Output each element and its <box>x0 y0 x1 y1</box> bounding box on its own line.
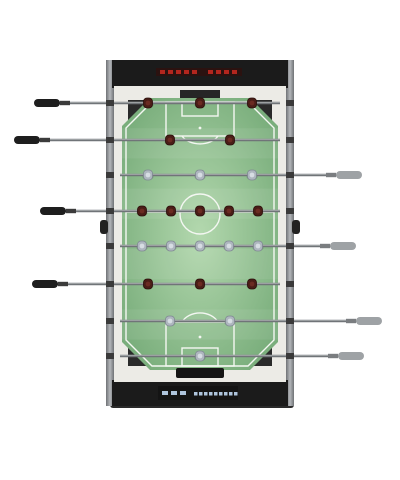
top-goal-mouth <box>180 90 220 98</box>
score-segment <box>224 70 229 74</box>
player-head <box>228 138 233 143</box>
rod-handle[interactable] <box>40 207 66 215</box>
rod-bearing <box>286 172 294 178</box>
bottom-penalty-spot <box>199 336 202 339</box>
player-head <box>169 244 174 249</box>
player-head <box>168 138 173 143</box>
player-head <box>168 319 173 324</box>
score-segment <box>232 70 237 74</box>
score-segment <box>192 70 197 74</box>
handle-collar <box>58 282 68 286</box>
player-head <box>198 354 203 359</box>
grass-stripe <box>122 309 278 339</box>
score-segment <box>204 392 208 396</box>
rod-handle[interactable] <box>34 99 60 107</box>
score-segment <box>199 392 203 396</box>
handle-collar <box>40 138 50 142</box>
rod-handle[interactable] <box>330 242 356 250</box>
rod-bearing <box>106 353 114 359</box>
rod-bearing <box>286 353 294 359</box>
score-segment <box>229 392 233 396</box>
score-segment <box>214 392 218 396</box>
rod-bearing <box>106 208 114 214</box>
rod-bearing <box>106 100 114 106</box>
rod-bearing <box>286 281 294 287</box>
rod-bearing <box>286 243 294 249</box>
rod-handle[interactable] <box>356 317 382 325</box>
rod-handle[interactable] <box>14 136 40 144</box>
handle-collar <box>326 173 336 177</box>
score-segment <box>168 70 173 74</box>
right-bumper <box>292 220 300 234</box>
player-head <box>250 101 255 106</box>
rod-bearing <box>286 100 294 106</box>
bottom-goal-mouth <box>176 368 224 378</box>
score-segment <box>234 392 238 396</box>
rod-bearing <box>106 172 114 178</box>
score-segment <box>224 392 228 396</box>
score-segment <box>194 392 198 396</box>
score-segment <box>171 391 177 395</box>
player-head <box>256 244 261 249</box>
player-head <box>198 282 203 287</box>
handle-collar <box>320 244 330 248</box>
player-head <box>256 209 261 214</box>
score-segment <box>160 70 165 74</box>
player-head <box>250 282 255 287</box>
player-head <box>227 209 232 214</box>
grass-stripe <box>122 249 278 279</box>
rod-bearing <box>286 318 294 324</box>
handle-collar <box>66 209 76 213</box>
score-segment <box>176 70 181 74</box>
left-bumper <box>100 220 108 234</box>
handle-collar <box>60 101 70 105</box>
handle-collar <box>346 319 356 323</box>
player-head <box>146 101 151 106</box>
score-segment <box>219 392 223 396</box>
score-segment <box>162 391 168 395</box>
player-head <box>169 209 174 214</box>
player-head <box>198 209 203 214</box>
player-rod[interactable] <box>106 241 356 251</box>
player-head <box>146 173 151 178</box>
player-head <box>198 244 203 249</box>
rod-bearing <box>286 137 294 143</box>
score-segment <box>216 70 221 74</box>
rod-bearing <box>106 281 114 287</box>
player-head <box>228 319 233 324</box>
player-head <box>198 173 203 178</box>
score-segment <box>180 391 186 395</box>
score-segment <box>209 392 213 396</box>
player-head <box>140 244 145 249</box>
player-head <box>146 282 151 287</box>
score-segment <box>208 70 213 74</box>
player-head <box>250 173 255 178</box>
handle-collar <box>328 354 338 358</box>
rod-bearing <box>106 137 114 143</box>
score-segment <box>184 70 189 74</box>
rod-bearing <box>106 243 114 249</box>
rod-handle[interactable] <box>336 171 362 179</box>
rod-bearing <box>286 208 294 214</box>
rod-handle[interactable] <box>338 352 364 360</box>
rod-handle[interactable] <box>32 280 58 288</box>
rod-bearing <box>106 318 114 324</box>
player-rod[interactable] <box>40 206 294 216</box>
top-penalty-spot <box>199 127 202 130</box>
player-head <box>198 101 203 106</box>
player-head <box>227 244 232 249</box>
player-head <box>140 209 145 214</box>
